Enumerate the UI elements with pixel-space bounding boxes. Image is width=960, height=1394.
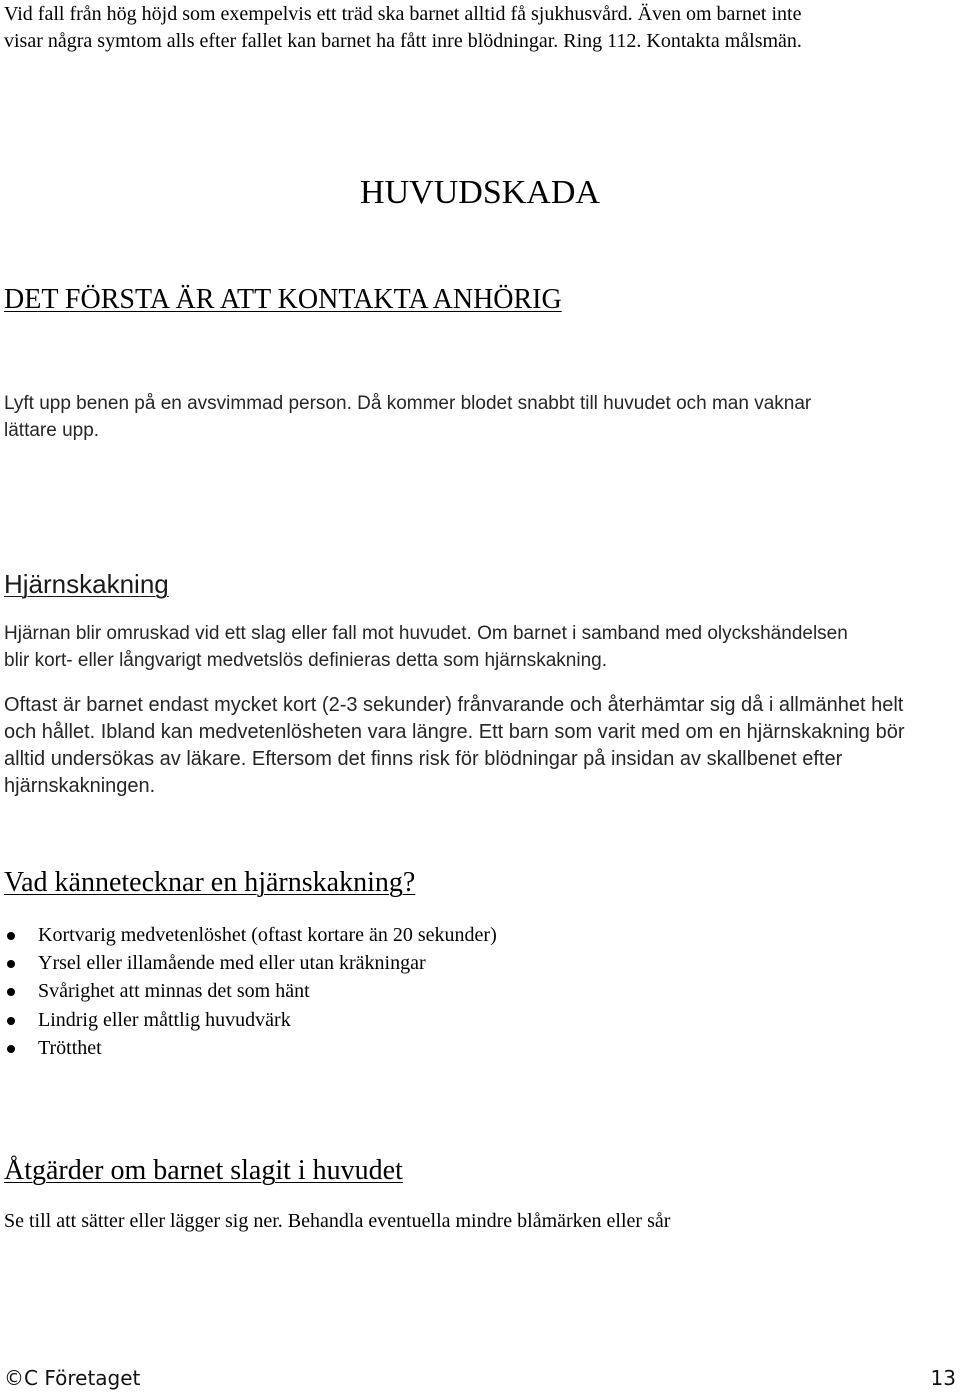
paragraph-line: Hjärnan blir omruskad vid ett slag eller fall mot huvudet. Om barnet i samband med olyckshändelsen [4,623,848,644]
list-item [0,949,950,977]
actions-paragraph: Se till att sätter eller lägger sig ner. Behandla eventuella mindre blåmärken eller sår [4,1210,671,1232]
list-item [0,1006,950,1034]
list-item-text: Svårighet att minnas det som hänt [38,980,310,1003]
intro-paragraph [4,1,954,55]
paragraph-line: hjärnskakningen. [4,775,156,797]
paragraph-line: Oftast är barnet endast mycket kort (2-3 sekunder) frånvarande och återhämtar sig då i allmänhet helt [4,694,904,716]
lift-legs-paragraph [4,390,954,444]
list-item [0,977,950,1005]
subtitle: DET FÖRSTA ÄR ATT KONTAKTA ANHÖRIG [4,284,562,315]
concussion-paragraph-2 [4,692,954,800]
list-item-text: Lindrig eller måttlig huvudvärk [38,1008,291,1031]
paragraph-line: blir kort- eller långvarigt medvetslös definieras detta som hjärnskakning. [4,650,607,671]
paragraph-line: Lyft upp benen på en avsvimmad person. Då kommer blodet snabbt till huvudet och man vaknar [4,393,812,414]
intro-line: Vid fall från hög höjd som exempelvis ett träd ska barnet alltid få sjukhusvård. Även om barnet inte [4,3,802,25]
bullet-icon [7,960,15,968]
bullet-icon [7,988,15,996]
concussion-heading: Hjärnskakning [4,569,169,599]
concussion-paragraph-1 [4,620,954,674]
paragraph-line: lättare upp. [4,420,100,441]
symptoms-heading: Vad kännetecknar en hjärnskakning? [4,867,416,898]
bullet-icon [7,1017,15,1025]
symptoms-list [0,921,950,1062]
paragraph-line: alltid undersökas av läkare. Eftersom det finns risk för blödningar på insidan av skallbenet efter [4,748,843,770]
list-item [0,1034,950,1062]
paragraph-line: och hållet. Ibland kan medvetenlösheten vara längre. Ett barn som varit med om en hjärnskakning bör [4,721,905,743]
bullet-icon [7,932,15,940]
actions-heading: Åtgärder om barnet slagit i huvudet [4,1155,403,1186]
bullet-icon [7,1045,15,1053]
page-number: 13 [930,1366,956,1390]
footer-company: ©C Företaget [4,1366,141,1390]
list-item-text: Yrsel eller illamående med eller utan kräkningar [38,952,426,975]
list-item-text: Kortvarig medvetenlöshet (oftast kortare än 20 sekunder) [38,924,497,946]
intro-line: visar några symtom alls efter fallet kan barnet ha fått inre blödningar. Ring 112. Kontakta målsmän. [4,30,802,52]
page-title: HUVUDSKADA [360,174,600,211]
list-item [0,921,950,949]
list-item-text: Trötthet [38,1036,102,1059]
